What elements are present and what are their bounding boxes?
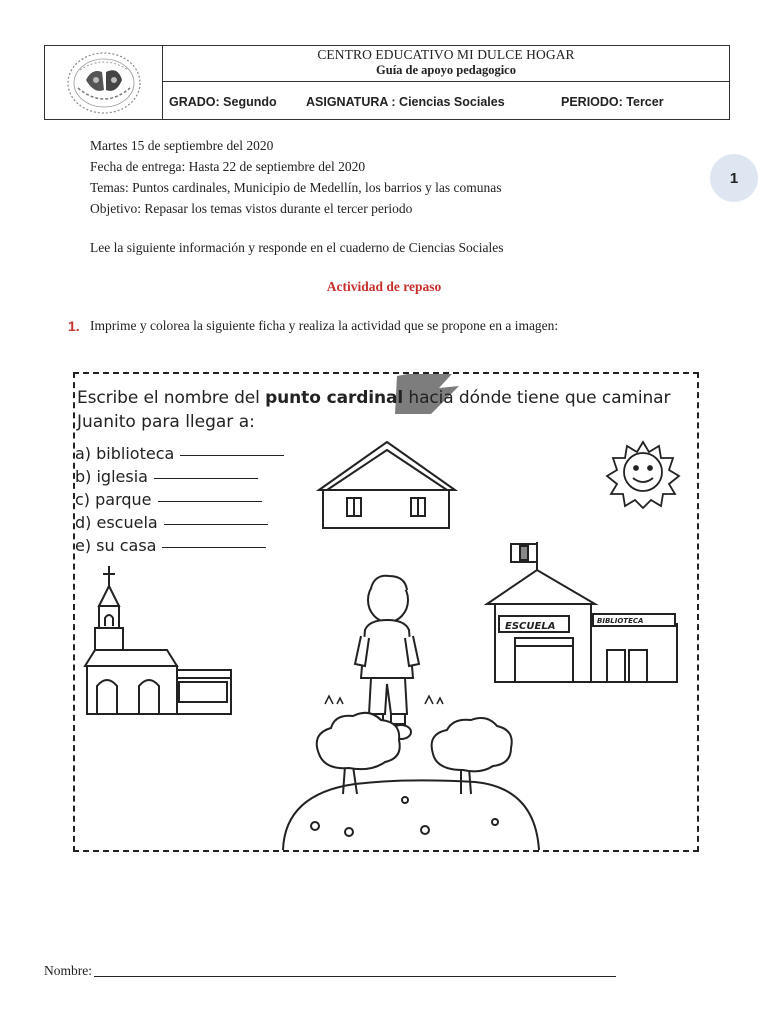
worksheet-instruction-line1: Escribe el nombre del punto cardinal hacia dónde tiene que caminar xyxy=(77,388,671,408)
sun-icon xyxy=(607,442,679,508)
name-field xyxy=(44,963,616,979)
period-label: PERIODO: Tercer xyxy=(561,95,664,109)
school-building-icon xyxy=(487,542,677,682)
answer-blank[interactable] xyxy=(180,455,284,456)
guide-title: Guía de apoyo pedagogico xyxy=(376,63,516,77)
library-sign: BIBLIOTECA xyxy=(597,617,644,625)
worksheet-frame xyxy=(73,372,699,852)
answer-item-school: d) escuela xyxy=(75,513,268,532)
school-name: CENTRO EDUCATIVO MI DULCE HOGAR xyxy=(317,47,575,62)
activity-title: Actividad de repaso xyxy=(326,279,442,294)
topics-line: Temas: Puntos cardinales, Municipio de Medellín, los barrios y las comunas xyxy=(90,180,502,195)
header-table xyxy=(44,45,730,120)
church-icon xyxy=(85,566,231,714)
answer-item-library: a) biblioteca xyxy=(75,444,284,463)
school-sign: ESCUELA xyxy=(505,621,556,632)
question-number: 1. xyxy=(68,318,80,334)
date-line: Martes 15 de septiembre del 2020 xyxy=(90,138,274,153)
answer-blank[interactable] xyxy=(154,478,258,479)
cardinal-point-keyword: punto cardinal xyxy=(265,388,404,408)
question-text: Imprime y colorea la siguiente ficha y realiza la actividad que se propone en a imagen: xyxy=(90,318,559,333)
house-icon xyxy=(319,442,455,528)
school-seal-icon xyxy=(64,50,144,116)
grade-label: GRADO: Segundo xyxy=(169,95,277,109)
answer-item-home: e) su casa xyxy=(75,536,266,555)
name-label: Nombre: xyxy=(44,963,92,978)
worksheet-instruction-line2: Juanito para llegar a: xyxy=(77,412,255,432)
instruction-line: Lee la siguiente información y responde en el cuaderno de Ciencias Sociales xyxy=(90,240,504,255)
answer-blank[interactable] xyxy=(164,524,268,525)
answer-blank[interactable] xyxy=(158,501,262,502)
answer-item-park: c) parque xyxy=(75,490,262,509)
answer-item-church: b) iglesia xyxy=(75,467,258,486)
name-input-line[interactable] xyxy=(94,976,616,977)
school-logo xyxy=(45,46,163,119)
subject-label: ASIGNATURA : Ciencias Sociales xyxy=(306,95,505,109)
info-row xyxy=(163,82,729,119)
page-number-badge: 1 xyxy=(710,154,758,202)
title-row xyxy=(163,46,729,82)
due-date-line: Fecha de entrega: Hasta 22 de septiembre del 2020 xyxy=(90,159,366,174)
answer-blank[interactable] xyxy=(162,547,266,548)
objective-line: Objetivo: Repasar los temas vistos durante el tercer periodo xyxy=(90,201,413,216)
